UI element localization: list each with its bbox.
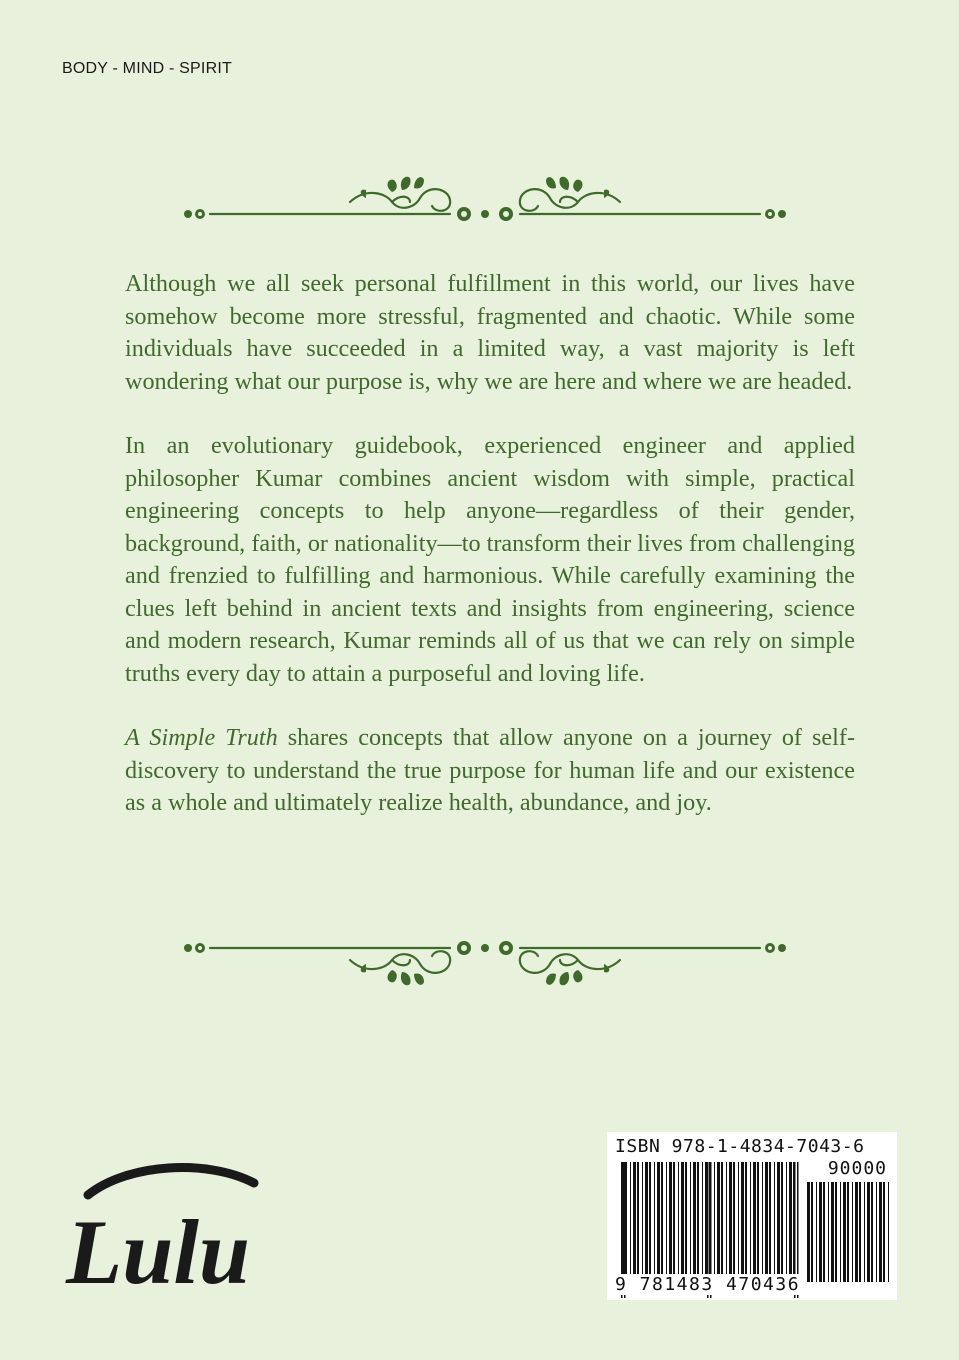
bottom-ornament-divider [170, 930, 800, 1000]
lulu-publisher-logo [58, 1155, 268, 1305]
top-ornament-divider [170, 170, 800, 240]
book-description [125, 268, 855, 852]
price-addon-number: 90000 [827, 1158, 887, 1179]
description-paragraph-1: Although we all seek personal fulfillment in this world, our lives have somehow become more stressful, fragmented and chaotic. While some individuals have succeeded in a limited way, a vast majority is left wondering what our purpose is, why we are here and where we are headed. [125, 270, 855, 395]
isbn-barcode [607, 1132, 897, 1300]
lulu-logo-text: Lulu [66, 1201, 251, 1303]
ean-number: 9 781483 470436 [615, 1274, 801, 1295]
description-paragraph-3-rest: shares concepts that allow anyone on a journey of self-discovery to understand the true purpose for human life and our existence as a whole and ultimately realize health, abundance, and joy. [125, 724, 855, 816]
isbn-number: ISBN 978-1-4834-7043-6 [615, 1136, 865, 1157]
category-label: BODY - MIND - SPIRIT [62, 60, 232, 77]
book-title-italic: A Simple Truth [125, 724, 278, 751]
description-paragraph-2: In an evolutionary guidebook, experienced engineer and applied philosopher Kumar combines ancient wisdom with simple, practical engineering concepts to help anyone—regardless of their gender, background, faith, or nationality—to transform their lives from challenging and frenzied to fulfilling and harmonious. While carefully examining the clues left behind in ancient texts and insights from engineering, science and modern research, Kumar reminds all of us that we can rely on simple truths every day to attain a purposeful and loving life. [125, 432, 855, 687]
description-paragraph-3 [125, 722, 855, 820]
